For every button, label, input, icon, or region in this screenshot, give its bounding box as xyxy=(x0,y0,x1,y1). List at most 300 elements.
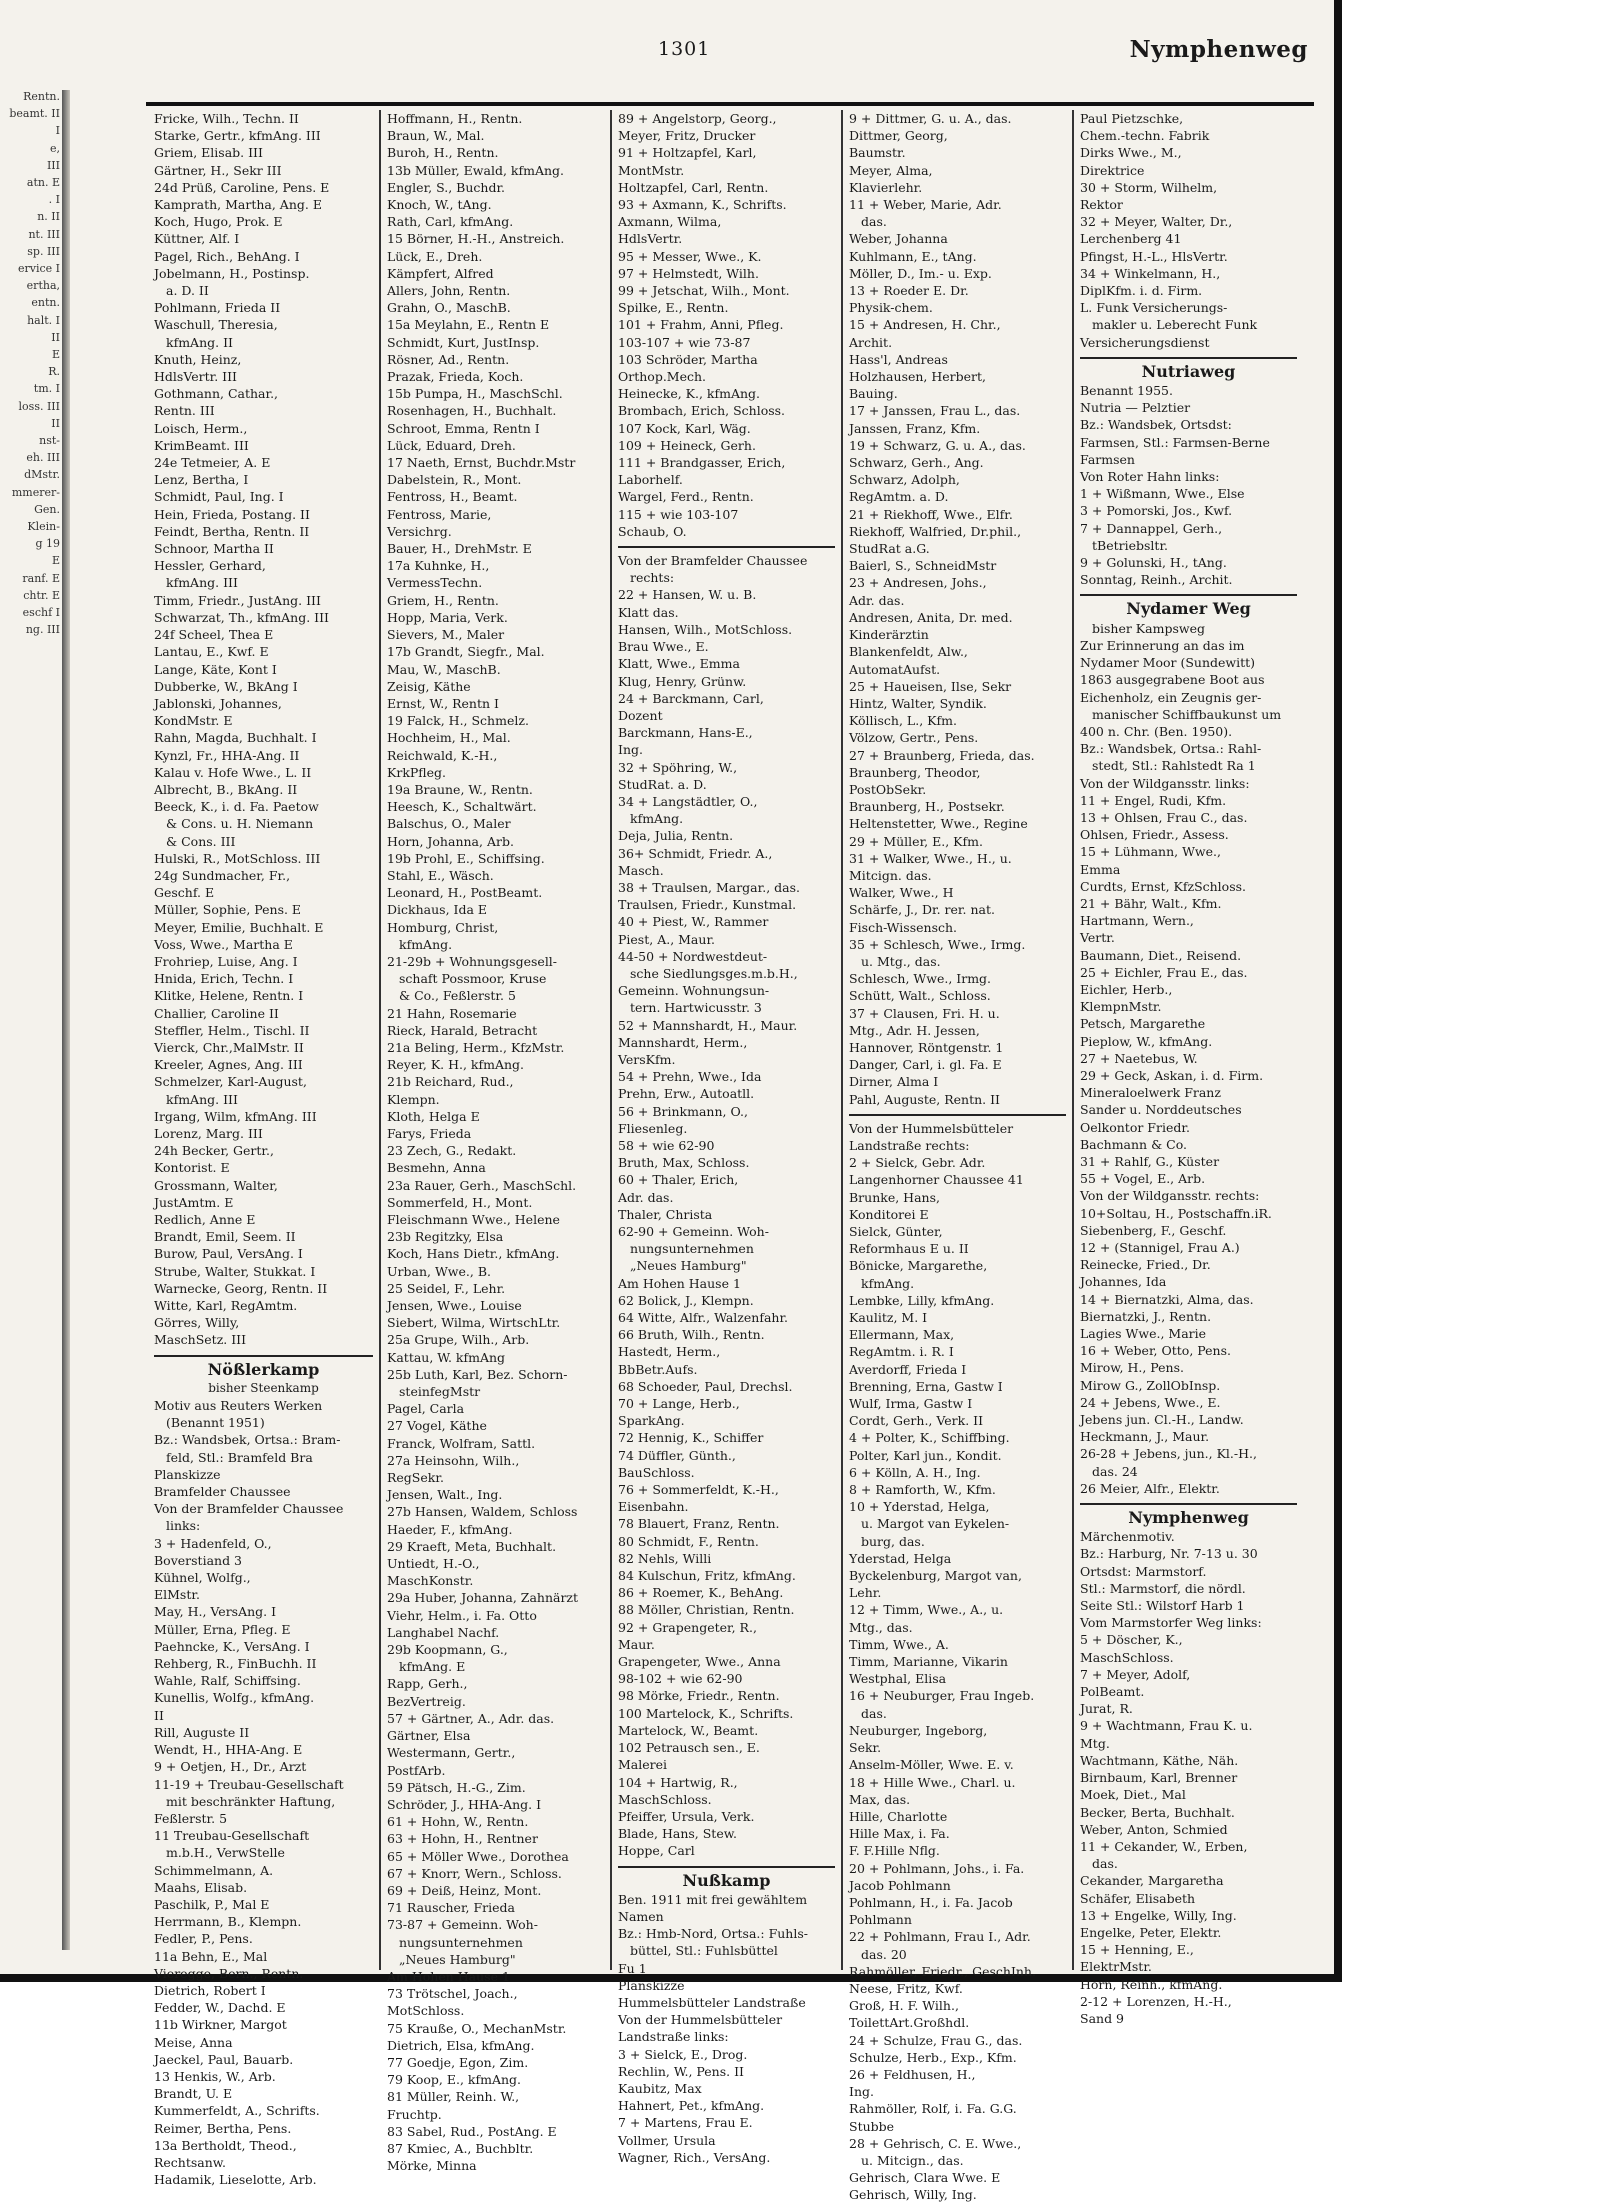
listing-line: Fentross, Marie, xyxy=(387,506,492,522)
listing-line: Siebenberg, F., Geschf. xyxy=(1080,1222,1227,1238)
listing-line: Rechtsanw. xyxy=(154,2154,226,2170)
listing-line: Pagel, Carla xyxy=(387,1401,465,1417)
listing-line: Dozent xyxy=(618,707,663,723)
listing-line: Oelkontor Friedr. xyxy=(1080,1119,1190,1135)
listing-line: Mineraloelwerk Franz xyxy=(1080,1085,1221,1101)
listing-line: Petsch, Margarethe xyxy=(1080,1016,1206,1032)
listing-line: kfmAng. II xyxy=(166,334,233,350)
listing-line: Baumstr. xyxy=(849,145,906,161)
listing-line: Polter, Karl jun., Kondit. xyxy=(849,1447,1002,1463)
listing-line: Rösner, Ad., Rentn. xyxy=(387,351,510,367)
listing-line: Schulze, Herb., Exp., Kfm. xyxy=(849,2049,1017,2065)
listing-line: Axmann, Wilma, xyxy=(618,214,722,230)
listing-line: Kreeler, Agnes, Ang. III xyxy=(154,1057,303,1073)
listing-line: Emma xyxy=(1080,861,1121,877)
listing-line: burg, das. xyxy=(861,1533,925,1549)
listing-line: Timm, Friedr., JustAng. III xyxy=(154,592,321,608)
listing-line: RegAmtm. i. R. I xyxy=(849,1344,954,1360)
listing-line: Möller, D., Im.- u. Exp. xyxy=(849,265,992,281)
listing-line: Rechlin, W., Pens. II xyxy=(618,2063,744,2079)
listing-line: Reichwald, K.-H., xyxy=(387,747,498,763)
listing-line: Jensen, Wwe., Louise xyxy=(387,1298,522,1314)
listing-line: 24d Prüß, Caroline, Pens. E xyxy=(154,179,330,195)
listing-line: Von der Bramfelder Chaussee xyxy=(154,1501,344,1517)
edge-text: II xyxy=(51,416,60,430)
edge-text: ervice I xyxy=(17,262,60,276)
listing-line: Waschull, Theresia, xyxy=(154,317,278,333)
listing-line: Groß, H. F. Wilh., xyxy=(849,1998,959,2014)
listing-line: 21 + Bähr, Walt., Kfm. xyxy=(1080,895,1222,911)
edge-text: beamt. II xyxy=(9,107,60,121)
listing-line: 73 Trötschel, Joach., xyxy=(387,1986,518,2002)
listing-line: Witte, Karl, RegAmtm. xyxy=(154,1298,298,1314)
listing-line: Zeisig, Käthe xyxy=(387,678,471,694)
listing-line: kfmAng. E xyxy=(399,1659,466,1675)
listing-line: Reformhaus E u. II xyxy=(849,1241,969,1257)
listing-line: Vierck, Chr.,MalMstr. II xyxy=(154,1039,304,1055)
listing-line: 27 + Naetebus, W. xyxy=(1080,1050,1198,1066)
edge-text: eh. III xyxy=(26,451,60,465)
listing-line: stedt, Stl.: Rahlstedt Ra 1 xyxy=(1092,758,1256,774)
listing-line: Von Roter Hahn links: xyxy=(1080,469,1220,485)
listing-line: Rosenhagen, H., Buchhalt. xyxy=(387,403,557,419)
listing-line: Pohlmann, H., i. Fa. Jacob xyxy=(849,1894,1013,1910)
listing-line: Cordt, Gerh., Verk. II xyxy=(849,1413,984,1429)
listing-line: 24f Scheel, Thea E xyxy=(154,627,274,643)
listing-line: Steffler, Helm., Tischl. II xyxy=(154,1022,310,1038)
listing-line: Ing. xyxy=(849,2084,874,2100)
listing-line: Urban, Wwe., B. xyxy=(387,1263,491,1279)
listing-line: RegAmtm. a. D. xyxy=(849,489,949,505)
listing-line: feld, Stl.: Bramfeld Bra xyxy=(166,1449,313,1465)
listing-line: 400 n. Chr. (Ben. 1950). xyxy=(1080,723,1233,739)
listing-line: 6 + Kölln, A. H., Ing. xyxy=(849,1464,981,1480)
listing-line: 9 + Wachtmann, Frau K. u. xyxy=(1080,1718,1253,1734)
listing-line: Ellermann, Max, xyxy=(849,1327,955,1343)
listing-line: VersKfm. xyxy=(618,1051,676,1067)
listing-line: Versicherungsdienst xyxy=(1080,334,1210,350)
listing-line: Schaub, O. xyxy=(618,523,687,539)
listing-line: 36+ Schmidt, Friedr. A., xyxy=(618,845,773,861)
listing-line: Holzhausen, Herbert, xyxy=(849,369,987,385)
listing-line: Warnecke, Georg, Rentn. II xyxy=(154,1280,328,1296)
listing-line: Sielck, Günter, xyxy=(849,1224,943,1239)
listing-line: 24 + Jebens, Wwe., E. xyxy=(1080,1394,1221,1410)
listing-line: Farys, Frieda xyxy=(387,1125,472,1141)
listing-line: Malerei xyxy=(618,1757,668,1773)
listing-line: Fedler, P., Pens. xyxy=(154,1931,253,1947)
listing-line: 61 + Hohn, W., Rentn. xyxy=(387,1814,529,1830)
listing-line: Orthop.Mech. xyxy=(618,369,707,385)
listing-line: Rahmöller, Friedr., GeschInh. xyxy=(849,1963,1036,1979)
listing-line: Bz.: Harburg, Nr. 7-13 u. 30 xyxy=(1080,1546,1258,1562)
listing-line: Griem, Elisab. III xyxy=(154,145,263,161)
listing-line: das. 24 xyxy=(1092,1463,1138,1479)
listing-line: Becker, Berta, Buchhalt. xyxy=(1080,1804,1235,1820)
listing-line: Andresen, Anita, Dr. med. xyxy=(849,609,1013,625)
listing-line: Bz.: Wandsbek, Ortsa.: Rahl- xyxy=(1080,741,1262,757)
listing-line: Stahl, E., Wäsch. xyxy=(387,867,494,883)
section-title: Nößlerkamp xyxy=(207,1359,320,1379)
edge-text: . I xyxy=(48,193,60,207)
listing-line: 11a Behn, E., Mal xyxy=(154,1948,268,1964)
listing-line: Kämpfert, Alfred xyxy=(387,265,494,281)
listing-line: Westphal, Elisa xyxy=(849,1671,947,1687)
listing-line: 77 Goedje, Egon, Zim. xyxy=(387,2054,529,2070)
listing-line: Hnida, Erich, Techn. I xyxy=(154,971,294,987)
listing-line: Eisenbahn. xyxy=(618,1499,689,1515)
listing-line: 55 + Vogel, E., Arb. xyxy=(1080,1171,1206,1187)
listing-line: Averdorff, Frieda I xyxy=(849,1361,967,1377)
listing-line: Lück, E., Dreh. xyxy=(387,248,483,264)
listing-line: Paehncke, K., VersAng. I xyxy=(154,1638,310,1654)
listing-line: 13 + Roeder E. Dr. xyxy=(849,283,969,299)
edge-text: g 19 xyxy=(35,537,60,551)
listing-line: 24h Becker, Gertr., xyxy=(154,1143,274,1159)
listing-line: & Cons. III xyxy=(166,833,236,849)
listing-line: Birnbaum, Karl, Brenner xyxy=(1080,1770,1238,1786)
listing-line: Jebens jun. Cl.-H., Landw. xyxy=(1080,1412,1244,1428)
listing-line: Gärtner, Elsa xyxy=(387,1728,471,1744)
listing-line: MaschSetz. III xyxy=(154,1332,247,1348)
listing-line: Riekhoff, Walfried, Dr.phil., xyxy=(849,523,1022,539)
edge-text: Rentn. xyxy=(23,90,60,103)
listing-line: Mtg., das. xyxy=(849,1619,913,1635)
listing-line: Buroh, H., Rentn. xyxy=(387,145,499,161)
listing-line: HdlsVertr. III xyxy=(154,369,237,385)
listing-line: Janssen, Franz, Kfm. xyxy=(849,420,981,436)
section-rule xyxy=(618,1866,835,1868)
listing-line: Walker, Wwe., H xyxy=(849,885,954,901)
listing-line: Jobelmann, H., Postinsp. xyxy=(154,265,310,281)
listing-line: Kloth, Helga E xyxy=(387,1108,480,1124)
listing-line: Martelock, W., Beamt. xyxy=(618,1722,759,1738)
listing-line: Landstraße links: xyxy=(618,2029,729,2045)
listing-line: Konditorei E xyxy=(849,1206,929,1222)
listing-line: Bz.: Hmb-Nord, Ortsa.: Fuhls- xyxy=(618,1926,808,1942)
listing-line: Eichenholz, ein Zeugnis ger- xyxy=(1080,689,1262,705)
listing-line: Spilke, E., Rentn. xyxy=(618,300,729,316)
edge-text: e, xyxy=(49,141,60,155)
listing-line: Lorenz, Marg. III xyxy=(154,1125,263,1141)
listing-line: Hein, Frieda, Postang. II xyxy=(154,506,310,522)
listing-line: Starke, Gertr., kfmAng. III xyxy=(154,128,321,144)
listing-line: Rehberg, R., FinBuchh. II xyxy=(154,1656,317,1672)
directory-columns xyxy=(148,110,1306,2203)
listing-line: Kaubitz, Max xyxy=(618,2080,702,2096)
listing-line: kfmAng. III xyxy=(166,575,238,591)
listing-line: 15a Meylahn, E., Rentn E xyxy=(387,317,550,333)
listing-line: Ohlsen, Friedr., Assess. xyxy=(1080,827,1229,843)
listing-line: Knuth, Heinz, xyxy=(154,351,242,367)
listing-line: Hessler, Gerhard, xyxy=(154,558,266,574)
listing-line: Hansen, Wilh., MotSchloss. xyxy=(618,621,793,637)
listing-line: u. Margot van Eykelen- xyxy=(861,1516,1010,1532)
listing-line: 70 + Lange, Herb., xyxy=(618,1396,740,1412)
edge-text: loss. III xyxy=(18,399,60,413)
listing-line: 13 + Ohlsen, Frau C., das. xyxy=(1080,809,1248,825)
listing-line: Haeder, F., kfmAng. xyxy=(387,1521,513,1537)
listing-line: Burow, Paul, VersAng. I xyxy=(154,1246,303,1262)
listing-line: Brombach, Erich, Schloss. xyxy=(618,403,786,419)
listing-line: Hulski, R., MotSchloss. III xyxy=(154,850,321,866)
listing-line: Wachtmann, Käthe, Näh. xyxy=(1080,1752,1239,1768)
listing-line: Viehr, Helm., i. Fa. Otto xyxy=(387,1607,537,1623)
listing-line: 75 Krauße, O., MechanMstr. xyxy=(387,2020,567,2036)
listing-line: 62 Bolick, J., Klempn. xyxy=(618,1292,754,1308)
listing-line: Fruchtp. xyxy=(387,2106,442,2122)
listing-line: 8 + Ramforth, W., Kfm. xyxy=(849,1482,996,1498)
listing-line: Kontorist. E xyxy=(154,1160,230,1176)
listing-line: Nutria — Pelztier xyxy=(1080,400,1191,416)
listing-line: rechts: xyxy=(630,570,675,586)
listing-line: Von der Wildgansstr. links: xyxy=(1080,775,1250,791)
listing-line: 13a Bertholdt, Theod., xyxy=(154,2137,297,2153)
listing-line: Ben. 1911 mit frei gewähltem xyxy=(618,1891,808,1907)
listing-line: 69 + Deiß, Heinz, Mont. xyxy=(387,1882,542,1898)
listing-line: 23a Rauer, Gerh., MaschSchl. xyxy=(387,1177,577,1193)
listing-line: 67 + Knorr, Wern., Schloss. xyxy=(387,1865,562,1881)
listing-line: 17 Naeth, Ernst, Buchdr.Mstr xyxy=(387,455,576,471)
listing-line: Schnoor, Martha II xyxy=(154,541,274,557)
listing-line: kfmAng. III xyxy=(166,1091,238,1107)
listing-line: Weber, Anton, Schmied xyxy=(1080,1821,1228,1837)
listing-line: Gothmann, Cathar., xyxy=(154,386,279,402)
listing-line: Braunberg, Theodor, xyxy=(849,764,981,780)
listing-line: 11 + Engel, Rudi, Kfm. xyxy=(1080,792,1227,808)
listing-line: 21b Reichard, Rud., xyxy=(387,1074,514,1090)
listing-line: Dirner, Alma I xyxy=(849,1074,939,1090)
listing-line: 25b Luth, Karl, Bez. Schorn- xyxy=(387,1366,568,1382)
listing-line: Johannes, Ida xyxy=(1080,1274,1167,1290)
listing-line: JustAmtm. E xyxy=(154,1194,234,1210)
column-4 xyxy=(841,110,1072,2203)
listing-line: VermessTechn. xyxy=(387,575,483,591)
listing-line: Geschf. E xyxy=(154,885,215,901)
listing-line: Kattau, W. kfmAng xyxy=(387,1349,506,1365)
listing-line: 29b Koopmann, G., xyxy=(387,1642,508,1658)
binding-gutter xyxy=(62,90,70,1950)
edge-text: R. xyxy=(48,365,60,379)
listing-line: 80 Schmidt, F., Rentn. xyxy=(618,1533,759,1549)
listing-line: Lenz, Bertha, I xyxy=(154,472,249,488)
listing-line: Wahle, Ralf, Schiffsing. xyxy=(154,1673,301,1689)
listing-line: Müller, Sophie, Pens. E xyxy=(154,902,302,918)
listing-line: 28 + Gehrisch, C. E. Wwe., xyxy=(849,2135,1022,2151)
listing-line: & Co., Feßlerstr. 5 xyxy=(399,988,516,1004)
listing-line: Lück, Eduard, Dreh. xyxy=(387,437,516,453)
listing-line: 34 + Winkelmann, H., xyxy=(1080,265,1221,281)
listing-line: Schwarzat, Th., kfmAng. III xyxy=(154,609,329,625)
listing-line: Farmsen, Stl.: Farmsen-Berne xyxy=(1080,434,1270,450)
listing-line: Barckmann, Hans-E., xyxy=(618,725,753,741)
listing-line: Mtg. xyxy=(1080,1735,1110,1751)
edge-text: E xyxy=(51,348,60,362)
listing-line: Lerchenberg 41 xyxy=(1080,231,1182,247)
listing-line: Feindt, Bertha, Rentn. II xyxy=(154,523,310,539)
listing-line: Rentn. III xyxy=(154,403,215,419)
listing-line: Planskizze xyxy=(154,1466,221,1482)
listing-line: Küttner, Alf. I xyxy=(154,231,240,247)
listing-line: Allers, John, Rentn. xyxy=(387,283,511,299)
listing-line: 21a Beling, Herm., KfzMstr. xyxy=(387,1039,565,1055)
listing-line: Hopp, Maria, Verk. xyxy=(387,609,508,625)
listing-line: Strube, Walter, Stukkat. I xyxy=(154,1263,316,1279)
listing-line: Weber, Johanna xyxy=(849,231,948,247)
listing-line: Schütt, Walt., Schloss. xyxy=(849,988,991,1004)
listing-line: 9 + Dittmer, G. u. A., das. xyxy=(849,111,1012,126)
listing-line: 91 + Holtzapfel, Karl, xyxy=(618,145,757,161)
listing-line: a. D. II xyxy=(166,283,209,299)
listing-line: 4 + Polter, K., Schiffbing. xyxy=(849,1430,1010,1446)
listing-line: 9 + Golunski, H., tAng. xyxy=(1080,555,1227,571)
listing-line: Lange, Käte, Kont I xyxy=(154,661,277,677)
listing-line: Schmelzer, Karl-August, xyxy=(154,1074,307,1090)
listing-line: Hass'l, Andreas xyxy=(849,351,948,367)
column-3 xyxy=(610,110,841,2165)
listing-line: 111 + Brandgasser, Erich, xyxy=(618,455,786,471)
listing-line: KrimBeamt. III xyxy=(154,437,249,453)
listing-line: Grapengeter, Wwe., Anna xyxy=(618,1654,781,1670)
listing-line: PostObSekr. xyxy=(849,781,927,797)
listing-line: Sander u. Norddeutsches xyxy=(1080,1102,1242,1118)
listing-line: Kummerfeldt, A., Schrifts. xyxy=(154,2103,320,2119)
listing-line: steinfegMstr xyxy=(399,1384,481,1400)
listing-line: Direktrice xyxy=(1080,162,1145,178)
listing-line: 74 Düffler, Günth., xyxy=(618,1447,736,1463)
listing-line: Schröder, J., HHA-Ang. I xyxy=(387,1796,542,1812)
listing-line: 73-87 + Gemeinn. Woh- xyxy=(387,1917,538,1933)
previous-page-edge xyxy=(0,88,64,1948)
listing-line: sche Siedlungsges.m.b.H., xyxy=(630,965,798,981)
listing-line: 115 + wie 103-107 xyxy=(618,506,739,522)
listing-line: 29 + Geck, Askan, i. d. Firm. xyxy=(1080,1067,1264,1083)
listing-line: SparkAng. xyxy=(618,1413,685,1429)
listing-line: AutomatAufst. xyxy=(849,661,941,677)
edge-text: nt. III xyxy=(28,227,60,241)
listing-line: 21 Hahn, Rosemarie xyxy=(387,1005,517,1021)
running-head-street: Nymphenweg xyxy=(1129,36,1308,63)
listing-line: 101 + Frahm, Anni, Pfleg. xyxy=(618,317,784,333)
listing-line: Baumann, Diet., Reisend. xyxy=(1080,947,1242,963)
listing-line: 13 Henkis, W., Arb. xyxy=(154,2068,276,2084)
listing-line: Moek, Diet., Mal xyxy=(1080,1787,1186,1803)
listing-line: 19 + Schwarz, G. u. A., das. xyxy=(849,437,1026,453)
listing-line: Piest, A., Maur. xyxy=(618,931,716,947)
listing-line: Horn, Johanna, Arb. xyxy=(387,833,514,849)
listing-line: kfmAng. xyxy=(630,811,684,827)
listing-line: Balschus, O., Maler xyxy=(387,816,511,832)
listing-line: Jurat, R. xyxy=(1080,1701,1133,1717)
listing-line: 24 + Schulze, Frau G., das. xyxy=(849,2032,1023,2048)
listing-line: Kalau v. Hofe Wwe., L. II xyxy=(154,764,312,780)
listing-line: Hahnert, Pet., kfmAng. xyxy=(618,2098,765,2114)
listing-line: Knoch, W., tAng. xyxy=(387,197,492,213)
listing-line: Grahn, O., MaschB. xyxy=(387,300,511,316)
listing-line: das. xyxy=(1092,1856,1118,1872)
listing-line: Schmidt, Kurt, JustInsp. xyxy=(387,334,540,350)
listing-line: Stl.: Marmstorf, die nördl. xyxy=(1080,1580,1246,1596)
edge-text: mmerer- xyxy=(11,485,60,499)
listing-line: Heltenstetter, Wwe., Regine xyxy=(849,816,1028,832)
listing-line: 107 Kock, Karl, Wäg. xyxy=(618,420,751,436)
listing-line: 102 Petrausch sen., E. xyxy=(618,1740,760,1756)
listing-line: Danger, Carl, i. gl. Fa. E xyxy=(849,1057,1002,1073)
listing-line: tern. Hartwicusstr. 3 xyxy=(630,1000,762,1016)
listing-line: Rapp, Gerh., xyxy=(387,1676,468,1692)
listing-line: 27 Vogel, Käthe xyxy=(387,1418,487,1434)
listing-line: Meyer, Fritz, Drucker xyxy=(618,128,756,144)
listing-line: Märchenmotiv. xyxy=(1080,1529,1175,1545)
listing-line: Jensen, Walt., Ing. xyxy=(387,1487,503,1503)
listing-line: 11 + Weber, Marie, Adr. xyxy=(849,197,1002,213)
listing-line: 109 + Heineck, Gerh. xyxy=(618,437,756,453)
listing-line: Prehn, Erw., Autoatll. xyxy=(618,1086,755,1102)
listing-line: Sand 9 xyxy=(1080,2010,1124,2026)
listing-line: 7 + Martens, Frau E. xyxy=(618,2115,753,2131)
listing-line: Bruth, Max, Schloss. xyxy=(618,1155,750,1171)
listing-line: Dittmer, Georg, xyxy=(849,128,948,144)
listing-line: & Cons. u. H. Niemann xyxy=(166,816,314,832)
listing-line: Hartmann, Wern., xyxy=(1080,913,1194,929)
listing-line: nungsunternehmen xyxy=(399,1934,523,1950)
listing-line: Yderstad, Helga xyxy=(849,1550,952,1566)
listing-line: 23b Regitzky, Elsa xyxy=(387,1229,504,1245)
listing-line: 25 Seidel, F., Lehr. xyxy=(387,1280,506,1296)
listing-line: Jacob Pohlmann xyxy=(849,1877,951,1893)
listing-line: 19 Falck, H., Schmelz. xyxy=(387,713,529,729)
listing-line: 68 Schoeder, Paul, Drechsl. xyxy=(618,1378,793,1394)
listing-line: 25a Grupe, Wilh., Arb. xyxy=(387,1332,530,1348)
listing-line: StudRat. a. D. xyxy=(618,776,707,792)
listing-line: Pohlmann xyxy=(849,1912,912,1928)
listing-line: Mau, W., MaschB. xyxy=(387,661,501,677)
listing-line: Physik-chem. xyxy=(849,300,933,316)
listing-line: 17 + Janssen, Frau L., das. xyxy=(849,403,1021,419)
listing-line: Dubberke, W., BkAng I xyxy=(154,678,298,694)
listing-line: MontMstr. xyxy=(618,162,685,178)
listing-line: 10+Soltau, H., Postschaffn.iR. xyxy=(1080,1205,1272,1221)
listing-line: Reinecke, Fried., Dr. xyxy=(1080,1257,1211,1273)
listing-line: Schwarz, Adolph, xyxy=(849,472,960,488)
listing-line: RegSekr. xyxy=(387,1470,444,1486)
listing-line: 19a Braune, W., Rentn. xyxy=(387,781,533,797)
listing-line: 32 + Spöhring, W., xyxy=(618,759,738,775)
listing-line: Rieck, Harald, Betracht xyxy=(387,1022,538,1038)
listing-line: Fisch-Wissensch. xyxy=(849,919,958,935)
listing-line: Koch, Hugo, Prok. E xyxy=(154,214,283,230)
listing-line: Schwarz, Gerh., Ang. xyxy=(849,455,984,471)
edge-text: nst- xyxy=(39,434,60,448)
listing-line: 104 + Hartwig, R., xyxy=(618,1774,738,1790)
header-rule xyxy=(146,102,1314,106)
page-header xyxy=(140,36,1316,76)
listing-line: Neese, Fritz, Kwf. xyxy=(849,1980,963,1996)
listing-line: PostfArb. xyxy=(387,1762,446,1778)
listing-line: Pieplow, W., kfmAng. xyxy=(1080,1033,1213,1049)
listing-line: 17b Grandt, Siegfr., Mal. xyxy=(387,644,545,660)
listing-line: Mitcign. das. xyxy=(849,867,932,883)
listing-line: Dietrich, Robert I xyxy=(154,1982,266,1998)
listing-line: Müller, Erna, Pfleg. E xyxy=(154,1621,291,1637)
listing-line: 93 + Axmann, K., Schrifts. xyxy=(618,197,787,213)
listing-line: Herrmann, B., Klempn. xyxy=(154,1914,302,1930)
listing-line: Klatt das. xyxy=(618,604,679,620)
listing-line: das. 20 xyxy=(861,1946,907,1962)
column-5 xyxy=(1072,110,1303,2026)
edge-text: Klein- xyxy=(27,520,60,534)
listing-line: kfmAng. xyxy=(399,936,453,952)
